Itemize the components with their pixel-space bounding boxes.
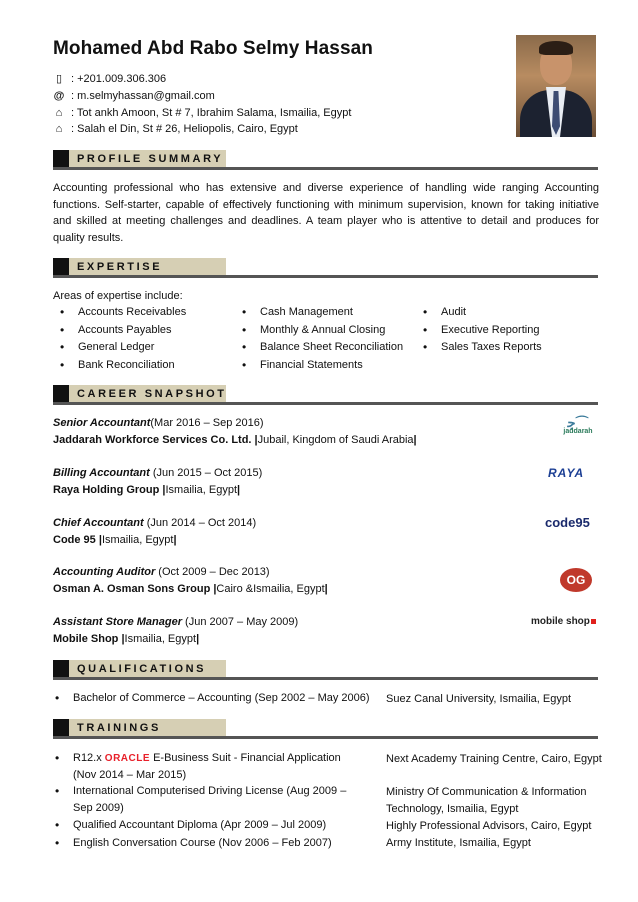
list-item: • Financial Statements [236,358,403,376]
section-header-expertise: EXPERTISE [53,258,598,276]
home-icon: ⌂ [55,123,63,135]
contact-phone: ▯ : +201.009.306.306 [53,72,166,87]
job-entry: Senior Accountant(Mar 2016 – Sep 2016) Jaddarah Workforce Services Co. Ltd. |Jubail, Kingdom of Saudi Arabia| [53,417,417,446]
raya-logo: RAYA [548,466,585,480]
expertise-list-3 [417,305,542,358]
section-header-career: CAREER SNAPSHOT [53,385,598,403]
list-item: • Monthly & Annual Closing [236,323,403,341]
list-item: • International Computerised Driving License (Aug 2009 – [49,784,346,801]
code95-logo: code95 [545,515,590,530]
home-icon: ⌂ [55,107,63,119]
list-item-continuation: Sep 2009) [73,801,124,814]
training-place: Ministry Of Communication & Information Technology, Ismailia, Egypt [386,786,587,815]
list-item: • General Ledger [54,340,186,358]
list-item: • Bank Reconciliation [54,358,186,376]
expertise-intro: Areas of expertise include: [53,290,183,302]
mobile-shop-logo: mobile shop [531,615,596,629]
list-item: • Audit [417,305,542,323]
candidate-name: Mohamed Abd Rabo Selmy Hassan [53,38,373,59]
contact-email: @ : m.selmyhassan@gmail.com [53,90,215,102]
at-icon: @ [53,90,65,102]
training-item [49,818,332,853]
section-header-qualifications: QUALIFICATIONS [53,660,598,678]
contact-address-2: ⌂ : Salah el Din, St # 26, Heliopolis, Cairo, Egypt [53,122,298,137]
list-item: • Executive Reporting [417,323,542,341]
list-item: • Bachelor of Commerce – Accounting (Sep 2002 – May 2006) [49,691,370,709]
list-item: • Accounts Payables [54,323,186,341]
contact-address-1: ⌂ : Tot ankh Amoon, St # 7, Ibrahim Salama, Ismailia, Egypt [53,106,351,121]
expertise-list-2 [236,305,403,375]
oracle-logo: ORACLE [104,753,151,764]
list-item: • Balance Sheet Reconciliation [236,340,403,358]
training-place: Highly Professional Advisors, Cairo, Egypt [386,820,592,832]
list-item: • R12.x ORACLE E-Business Suit - Financial Application [49,751,341,768]
profile-photo [516,35,596,137]
list-item: • Accounts Receivables [54,305,186,323]
training-place: Next Academy Training Centre, Cairo, Egypt [386,753,602,765]
training-item [49,784,346,817]
job-entry: Accounting Auditor (Oct 2009 – Dec 2013) Osman A. Osman Sons Group |Cairo &Ismailia, Egypt| [53,566,328,595]
list-item: • Cash Management [236,305,403,323]
jaddarah-logo: ﺟ⌒ jaddarah [563,415,593,435]
list-item: • Qualified Accountant Diploma (Apr 2009 – Jul 2009) [49,818,332,836]
list-item: • Sales Taxes Reports [417,340,542,358]
list-item: • English Conversation Course (Nov 2006 – Feb 2007) [49,836,332,854]
section-header-trainings: TRAININGS [53,719,598,737]
profile-summary-text: Accounting professional who has extensive and diverse experience of handling wide ranging Accounting functions. Self-starter, capable of effectively functioning with minimum supervision, known for taking initiative and skilled at meeting challenges and deadlines. A team player who is attentive to detail and produces for quality results. [53,182,599,244]
job-entry: Assistant Store Manager (Jun 2007 – May 2009) Mobile Shop |Ismailia, Egypt| [53,616,299,645]
job-entry: Chief Accountant (Jun 2014 – Oct 2014) Code 95 |Ismailia, Egypt| [53,517,257,546]
qualification-place: Suez Canal University, Ismailia, Egypt [386,693,572,705]
qualifications-list [49,691,370,709]
list-item-continuation: (Nov 2014 – Mar 2015) [73,768,187,781]
og-logo: OG [560,568,592,592]
expertise-list-1 [54,305,186,375]
section-header-profile: PROFILE SUMMARY [53,150,598,168]
phone-icon: ▯ [55,73,63,85]
training-item [49,751,341,784]
training-place: Army Institute, Ismailia, Egypt [386,837,531,849]
job-entry: Billing Accountant (Jun 2015 – Oct 2015) Raya Holding Group |Ismailia, Egypt| [53,467,263,496]
